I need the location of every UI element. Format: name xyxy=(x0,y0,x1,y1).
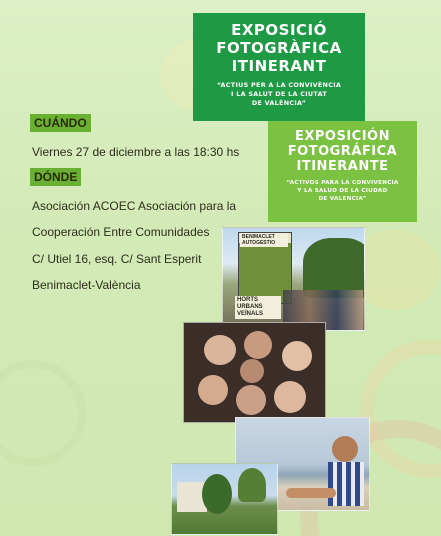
tree xyxy=(202,474,232,514)
where-line: C/ Utiel 16, esq. C/ Sant Esperit xyxy=(32,252,202,266)
title-line-3: ITINERANT xyxy=(231,57,327,75)
title-line-2: FOTOGRÁFICA xyxy=(287,144,398,159)
person-arm xyxy=(286,488,336,498)
title-line-2: FOTOGRÀFICA xyxy=(216,39,342,57)
face xyxy=(282,341,312,371)
when-label: CUÁNDO xyxy=(30,114,91,132)
decorative-circle xyxy=(0,360,86,466)
title-line-3: ITINERANTE xyxy=(296,159,389,174)
face xyxy=(274,381,306,413)
title-line-1: EXPOSICIÓ xyxy=(231,21,327,39)
subtitle xyxy=(193,81,365,108)
subtitle xyxy=(268,179,417,203)
when-text: Viernes 27 de diciembre a las 18:30 hs xyxy=(32,145,240,159)
street-market-photo xyxy=(222,227,365,331)
trees xyxy=(303,238,365,298)
subtitle-line-2: I LA SALUT DE LA CIUTAT xyxy=(231,90,327,98)
title-box-valencian xyxy=(193,13,365,121)
face xyxy=(244,331,272,359)
face xyxy=(236,385,266,415)
person xyxy=(332,436,358,462)
subtitle-line-3: DE VALENCIA” xyxy=(318,196,367,202)
face xyxy=(198,375,228,405)
subtitle-line-2: Y LA SALUD DE LA CIUDAD xyxy=(297,188,388,194)
subtitle-line-1: “ACTIUS PER A LA CONVIVÈNCIA xyxy=(216,81,342,89)
subtitle-line-1: “ACTIVOS PARA LA CONVIVENCIA xyxy=(286,180,399,186)
beach-chair xyxy=(328,462,364,506)
garden-photo xyxy=(171,463,278,535)
face xyxy=(240,359,264,383)
subtitle-line-3: DE VALÈNCIA” xyxy=(251,99,307,107)
title-box-spanish xyxy=(268,121,417,222)
face xyxy=(204,335,236,365)
where-line: Benimaclet-València xyxy=(32,278,141,292)
where-label: DÓNDE xyxy=(30,168,81,186)
where-line: Cooperación Entre Comunidades xyxy=(32,225,210,239)
palm-tree xyxy=(238,468,266,502)
group-of-women-photo xyxy=(183,322,326,423)
title-line-1: EXPOSICIÓN xyxy=(295,129,390,144)
sign-text: BENIMACLET AUTOGESTIO xyxy=(240,233,288,247)
where-line: Asociación ACOEC Asociación para la xyxy=(32,199,237,213)
sign-text: HORTS URBANS VEÏNALS xyxy=(235,296,281,319)
